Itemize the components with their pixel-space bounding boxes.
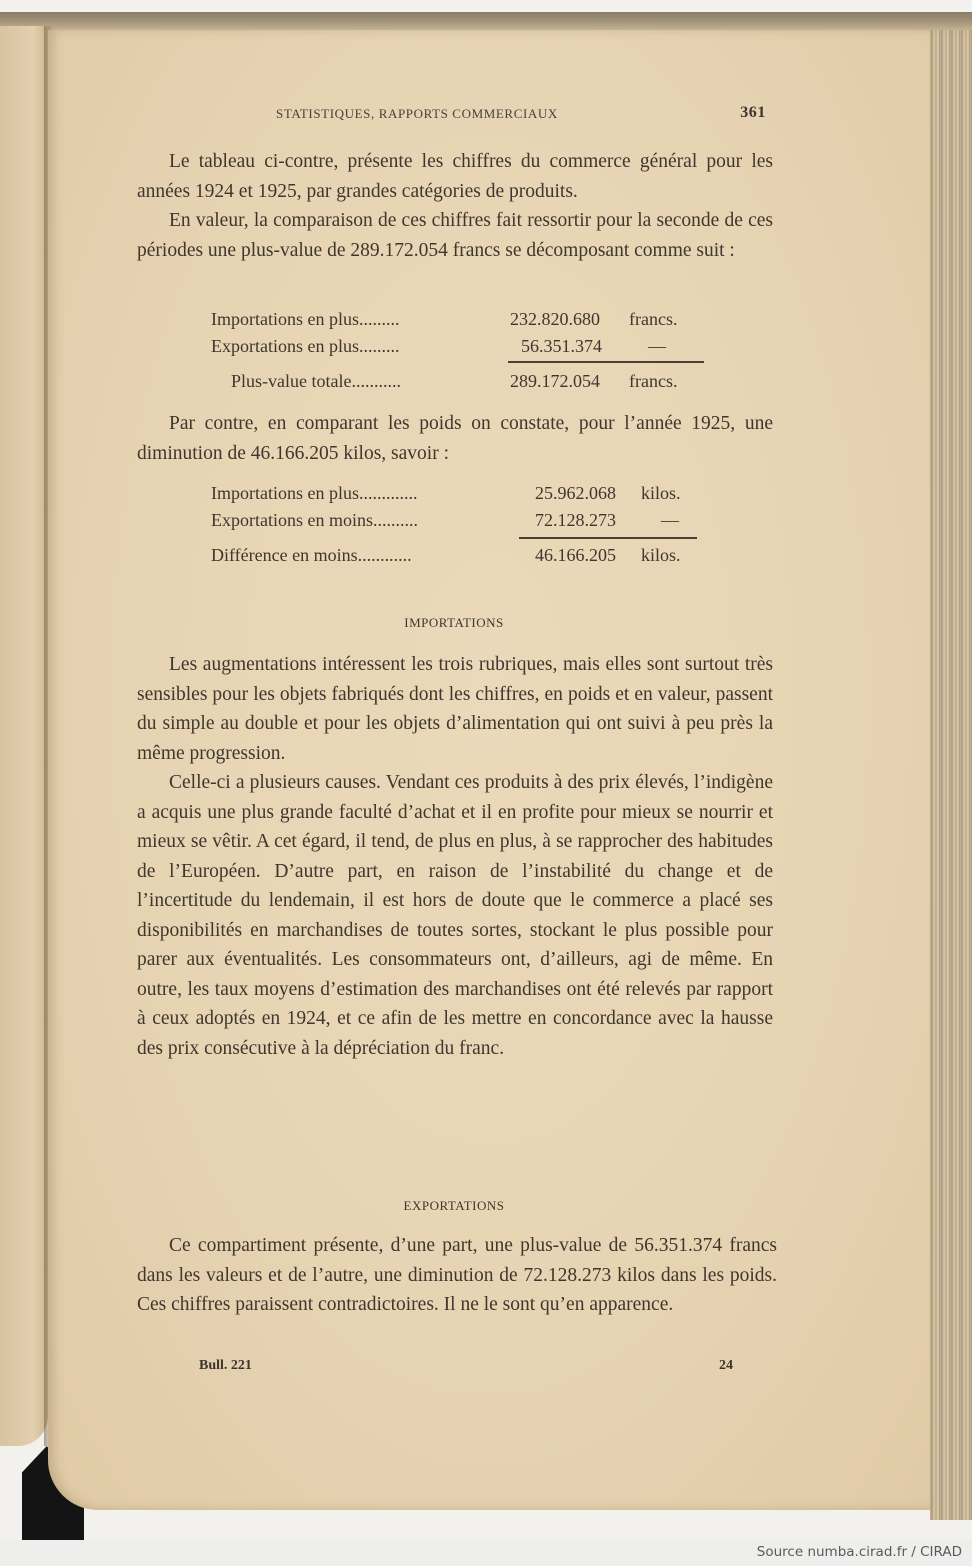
- ledger-row: [211, 309, 711, 336]
- ledger-total-value: 46.166.205: [535, 545, 616, 565]
- running-header-title: STATISTIQUES, RAPPORTS COMMERCIAUX: [276, 106, 558, 121]
- importations-text: [137, 650, 773, 1063]
- ledger-total-row: [211, 545, 711, 572]
- importations-paragraph-1: Les augmentations intéressent les trois rubriques, mais elles sont surtout très sensibles pour les objets fabriqués dont les chiffres, en poids et en valeur, passent du simple au double et pour les objets d’alimentation qui ont suivi à peu près la même progression.: [137, 654, 773, 764]
- ledger-value: 232.820.680: [510, 309, 600, 329]
- ledger-label: Exportations en plus.........: [211, 336, 400, 356]
- printer-signature: Bull. 221: [199, 1358, 252, 1373]
- ledger-total-unit: kilos.: [641, 545, 681, 565]
- ledger-row: [211, 483, 711, 510]
- value-ledger: [211, 309, 711, 398]
- intro-text: [137, 147, 773, 265]
- ledger-label: Exportations en moins..........: [211, 510, 418, 530]
- ledger-total-row: [211, 371, 711, 398]
- ledger-unit: —: [661, 510, 679, 530]
- weight-ledger: [211, 483, 711, 572]
- running-header: [276, 104, 766, 126]
- section-heading-exportations: EXPORTATIONS: [403, 1198, 505, 1213]
- ledger-label: Importations en plus.........: [211, 309, 400, 329]
- source-credit: Source numba.cirad.fr / CIRAD: [756, 1544, 962, 1560]
- intro-paragraph-1: Le tableau ci-contre, présente les chiffres du commerce général pour les années 1924 et 1925, par grandes catégories de produits.: [137, 151, 773, 202]
- facing-page-edge: [0, 26, 48, 1446]
- ledger-unit: kilos.: [641, 483, 681, 503]
- ledger-total-unit: francs.: [629, 371, 678, 391]
- ledger-value: 56.351.374: [521, 336, 602, 356]
- ledger-total-label: Différence en moins............: [211, 545, 412, 565]
- ledger-total-value: 289.172.054: [510, 371, 600, 391]
- ledger-row: [211, 336, 711, 363]
- exportations-paragraph-1: Ce compartiment présente, d’une part, une plus-value de 56.351.374 francs dans les valeurs et de l’autre, une diminution de 72.128.273 kilos dans les poids. Ces chiffres paraissent contradictoires. Il ne le sont qu’en apparence.: [137, 1235, 777, 1315]
- weight-intro-text: [137, 409, 773, 468]
- ledger-row: [211, 510, 711, 537]
- section-heading-importations: IMPORTATIONS: [404, 615, 504, 630]
- ledger-value: 72.128.273: [535, 510, 616, 530]
- importations-paragraph-2: Celle-ci a plusieurs causes. Vendant ces produits à des prix élevés, l’indigène a acquis une plus grande faculté d’achat et il en profite pour mieux se nourrir et mieux se vêtir. A cet égard, il tend, de plus en plus, à se rapprocher des habitudes de l’Européen. D’autre part, en raison de l’instabilité du change et de l’incertitude du lendemain, il est hors de doute que le commerce a placé ses disponibilités en marchandises de toutes sortes, stockant le plus possible pour parer aux éventualités. Les consommateurs ont, d’ailleurs, agi de même. En outre, les taux moyens d’estimation des marchandises ont été relevés par rapport à ceux adoptés en 1924, et ce afin de les mettre en concordance avec la hausse des prix consécutive à la dépréciation du franc.: [137, 772, 773, 1059]
- sheet-number: 24: [719, 1358, 733, 1373]
- sum-rule: [508, 361, 704, 363]
- weight-intro-paragraph: Par contre, en comparant les poids on constate, pour l’année 1925, une diminution de 46.166.205 kilos, savoir :: [137, 413, 773, 464]
- page-stack-edges: [930, 30, 972, 1520]
- intro-paragraph-2: En valeur, la comparaison de ces chiffres fait ressortir pour la seconde de ces périodes une plus-value de 289.172.054 francs se décomposant comme suit :: [137, 210, 773, 261]
- ledger-unit: —: [648, 336, 666, 356]
- ledger-label: Importations en plus.............: [211, 483, 418, 503]
- exportations-text: [137, 1231, 777, 1320]
- sum-rule: [519, 537, 697, 539]
- ledger-value: 25.962.068: [535, 483, 616, 503]
- ledger-total-label: Plus-value totale...........: [231, 371, 401, 391]
- page-number: 361: [740, 104, 766, 121]
- ledger-unit: francs.: [629, 309, 678, 329]
